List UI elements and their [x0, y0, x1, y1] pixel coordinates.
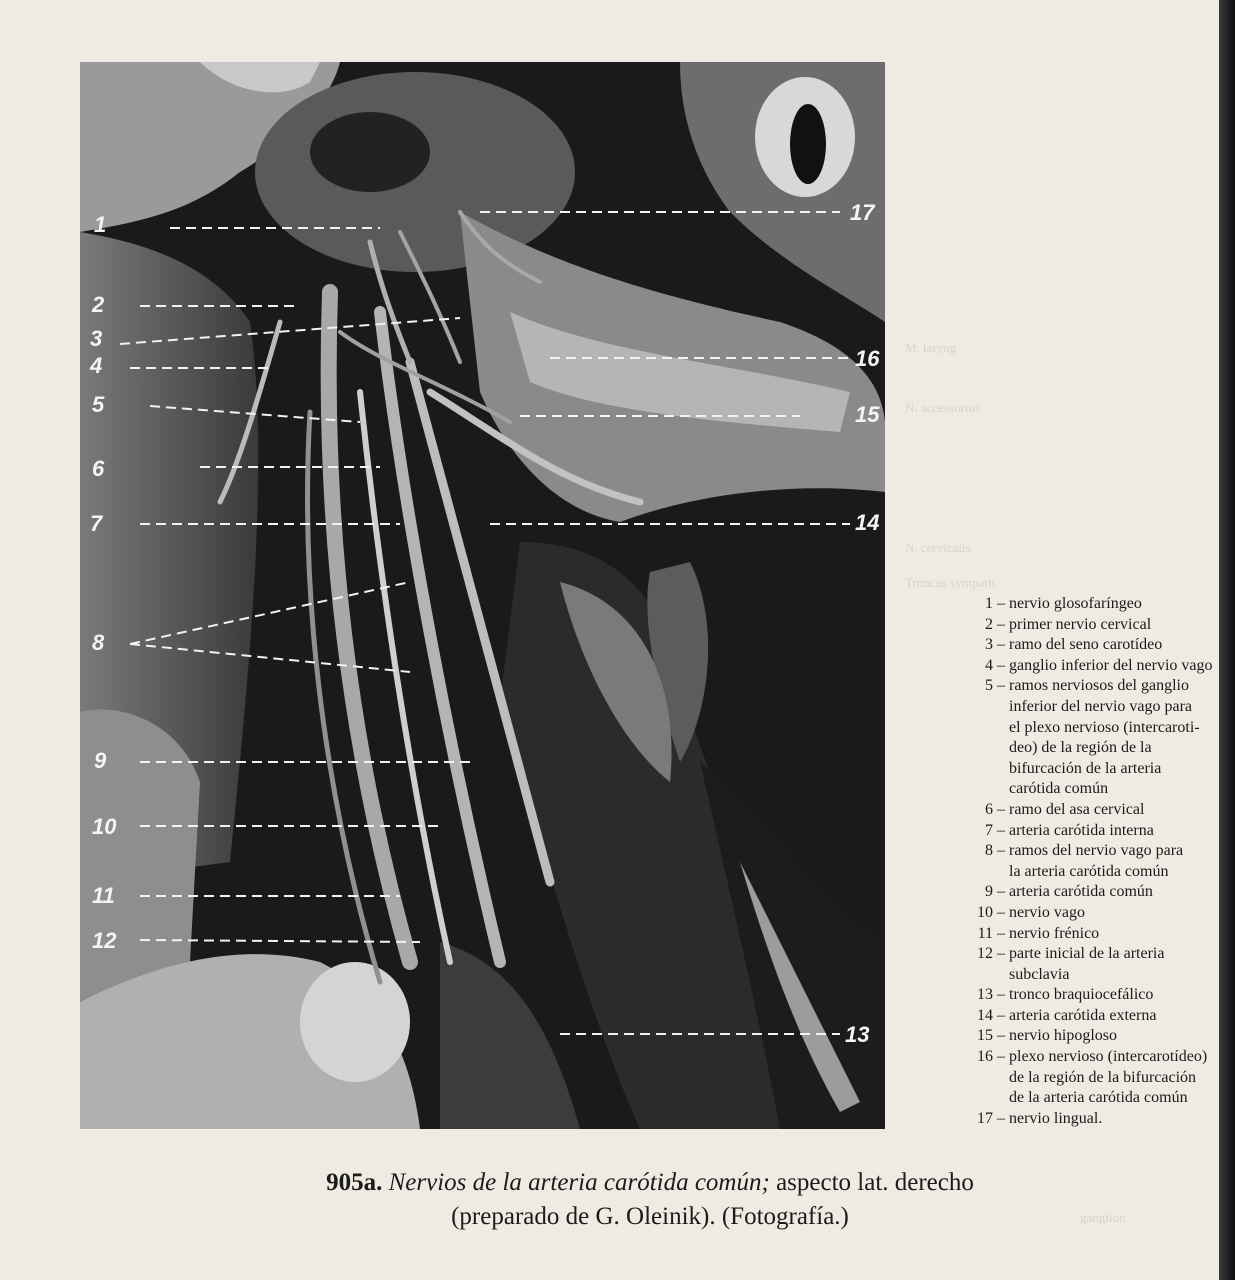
figure-legend [955, 594, 1230, 1129]
photo-label-13: 13 [845, 1022, 870, 1047]
legend-number: 11 [977, 924, 993, 942]
legend-number [955, 738, 993, 759]
legend-number: 15 [977, 1027, 993, 1045]
legend-dash [993, 862, 1009, 883]
legend-dash: – [997, 986, 1005, 1004]
figure-title: Nervios de la arteria carótida común; [388, 1169, 770, 1196]
legend-text: nervio frénico [1009, 924, 1100, 942]
legend-item [955, 1006, 1230, 1027]
legend-text: parte inicial de la arteria [1009, 945, 1165, 963]
legend-text: nervio hipogloso [1009, 1027, 1117, 1045]
legend-text: de la arteria carótida común [1009, 1089, 1188, 1107]
legend-text: el plexo nervioso (intercaroti- [1009, 718, 1200, 736]
caption-line-1 [180, 1166, 1120, 1200]
legend-number [955, 862, 993, 883]
legend-text: primer nervio cervical [1009, 615, 1152, 633]
legend-text: ramo del seno carotídeo [1009, 636, 1163, 654]
legend-item [955, 903, 1230, 924]
legend-number: 12 [977, 945, 993, 963]
legend-dash: – [997, 821, 1005, 839]
legend-number: 10 [977, 903, 993, 921]
legend-item [955, 615, 1230, 636]
legend-dash: – [997, 636, 1005, 654]
legend-dash: – [997, 615, 1005, 633]
legend-dash: – [997, 842, 1005, 860]
photo-label-10: 10 [92, 814, 117, 839]
photo-label-7: 7 [90, 511, 103, 536]
legend-dash: – [997, 945, 1005, 963]
legend-item [955, 882, 1230, 903]
legend-text: nervio glosofaríngeo [1009, 595, 1142, 612]
photo-label-16: 16 [855, 346, 880, 371]
legend-dash: – [997, 1027, 1005, 1045]
legend-number [955, 718, 993, 739]
legend-number: 1 [985, 595, 993, 612]
legend-number [955, 1068, 993, 1089]
legend-text: de la región de la bifurcación [1009, 1068, 1197, 1086]
figure-subtitle: (preparado de G. Oleinik). (Fotografía.) [451, 1203, 849, 1230]
legend-number: 4 [985, 656, 993, 674]
legend-dash [993, 759, 1009, 780]
legend-dash: – [997, 883, 1005, 901]
legend-number [955, 759, 993, 780]
photo-label-9: 9 [94, 748, 107, 773]
legend-item [955, 738, 1230, 759]
legend-number: 7 [985, 821, 993, 839]
legend-item [955, 635, 1230, 656]
legend-number: 5 [985, 677, 993, 695]
legend-number: 8 [985, 842, 993, 860]
legend-item [955, 985, 1230, 1006]
photo-label-4: 4 [90, 353, 103, 378]
legend-item [955, 1047, 1230, 1068]
legend-item [955, 676, 1230, 697]
legend-item [955, 697, 1230, 718]
figure-suffix: a. [363, 1169, 383, 1196]
legend-text: nervio vago [1009, 903, 1085, 921]
legend-item [955, 718, 1230, 739]
legend-number: 2 [985, 615, 993, 633]
legend-dash: – [997, 924, 1005, 942]
legend-text: deo) de la región de la [1009, 739, 1152, 757]
figure-title-rest: aspecto lat. derecho [769, 1169, 974, 1196]
legend-text: plexo nervioso (intercarotídeo) [1009, 1048, 1208, 1066]
photo-label-11: 11 [92, 883, 115, 908]
legend-item [955, 1088, 1230, 1109]
legend-text: arteria carótida común [1009, 883, 1153, 901]
legend-item [955, 1109, 1230, 1130]
legend-item [955, 779, 1230, 800]
legend-item [955, 862, 1230, 883]
legend-dash [993, 1088, 1009, 1109]
photo-label-3: 3 [90, 326, 103, 351]
legend-number [955, 779, 993, 800]
legend-dash [993, 1068, 1009, 1089]
legend-item [955, 656, 1230, 677]
legend-dash: – [997, 1006, 1005, 1024]
legend-number [955, 965, 993, 986]
legend-text: nervio lingual. [1009, 1109, 1103, 1127]
legend-item [955, 759, 1230, 780]
legend-dash: – [997, 656, 1005, 674]
legend-item [955, 800, 1230, 821]
legend-text: ramos nerviosos del ganglio [1009, 677, 1189, 695]
legend-text: subclavia [1009, 965, 1070, 983]
legend-dash [993, 718, 1009, 739]
legend-item [955, 594, 1230, 615]
anatomical-photograph [80, 62, 885, 1129]
legend-text: arteria carótida externa [1009, 1006, 1157, 1024]
legend-item [955, 965, 1230, 986]
legend-item [955, 1068, 1230, 1089]
photo-label-1: 1 [94, 212, 107, 237]
legend-text: arteria carótida interna [1009, 821, 1154, 839]
legend-dash: – [997, 903, 1005, 921]
legend-text: ganglio inferior del nervio vago [1009, 656, 1213, 674]
photo-label-2: 2 [92, 292, 105, 317]
photo-label-5: 5 [92, 392, 105, 417]
figure-number: 905 [326, 1169, 364, 1196]
legend-number [955, 1088, 993, 1109]
photo-label-15: 15 [855, 402, 880, 427]
photo-label-17: 17 [850, 200, 875, 225]
legend-text: ramo del asa cervical [1009, 800, 1145, 818]
legend-dash: – [997, 677, 1005, 695]
legend-item [955, 1026, 1230, 1047]
legend-dash [993, 965, 1009, 986]
legend-dash: – [997, 1109, 1005, 1127]
legend-item [955, 944, 1230, 965]
legend-number: 16 [977, 1048, 993, 1066]
legend-dash: – [997, 800, 1005, 818]
legend-item [955, 821, 1230, 842]
legend-dash: – [997, 1048, 1005, 1066]
legend-number: 13 [977, 986, 993, 1004]
legend-dash: – [997, 595, 1005, 612]
legend-dash [993, 697, 1009, 718]
legend-item [955, 924, 1230, 945]
photo-label-8: 8 [92, 630, 105, 655]
photo-label-6: 6 [92, 456, 105, 481]
legend-text: la arteria carótida común [1009, 862, 1169, 880]
legend-number: 9 [985, 883, 993, 901]
legend-dash [993, 779, 1009, 800]
legend-text: inferior del nervio vago para [1009, 697, 1193, 715]
photo-label-12: 12 [92, 928, 117, 953]
legend-number: 3 [985, 636, 993, 654]
legend-text: ramos del nervio vago para [1009, 842, 1184, 860]
legend-number: 17 [977, 1109, 993, 1127]
legend-number: 14 [977, 1006, 993, 1024]
figure-caption [180, 1166, 1120, 1234]
legend-text: carótida común [1009, 780, 1109, 798]
legend-item [955, 841, 1230, 862]
legend-text: tronco braquiocefálico [1009, 986, 1154, 1004]
legend-text: bifurcación de la arteria [1009, 759, 1162, 777]
legend-number [955, 697, 993, 718]
legend-dash [993, 738, 1009, 759]
legend-number: 6 [985, 800, 993, 818]
photo-label-14: 14 [855, 510, 880, 535]
